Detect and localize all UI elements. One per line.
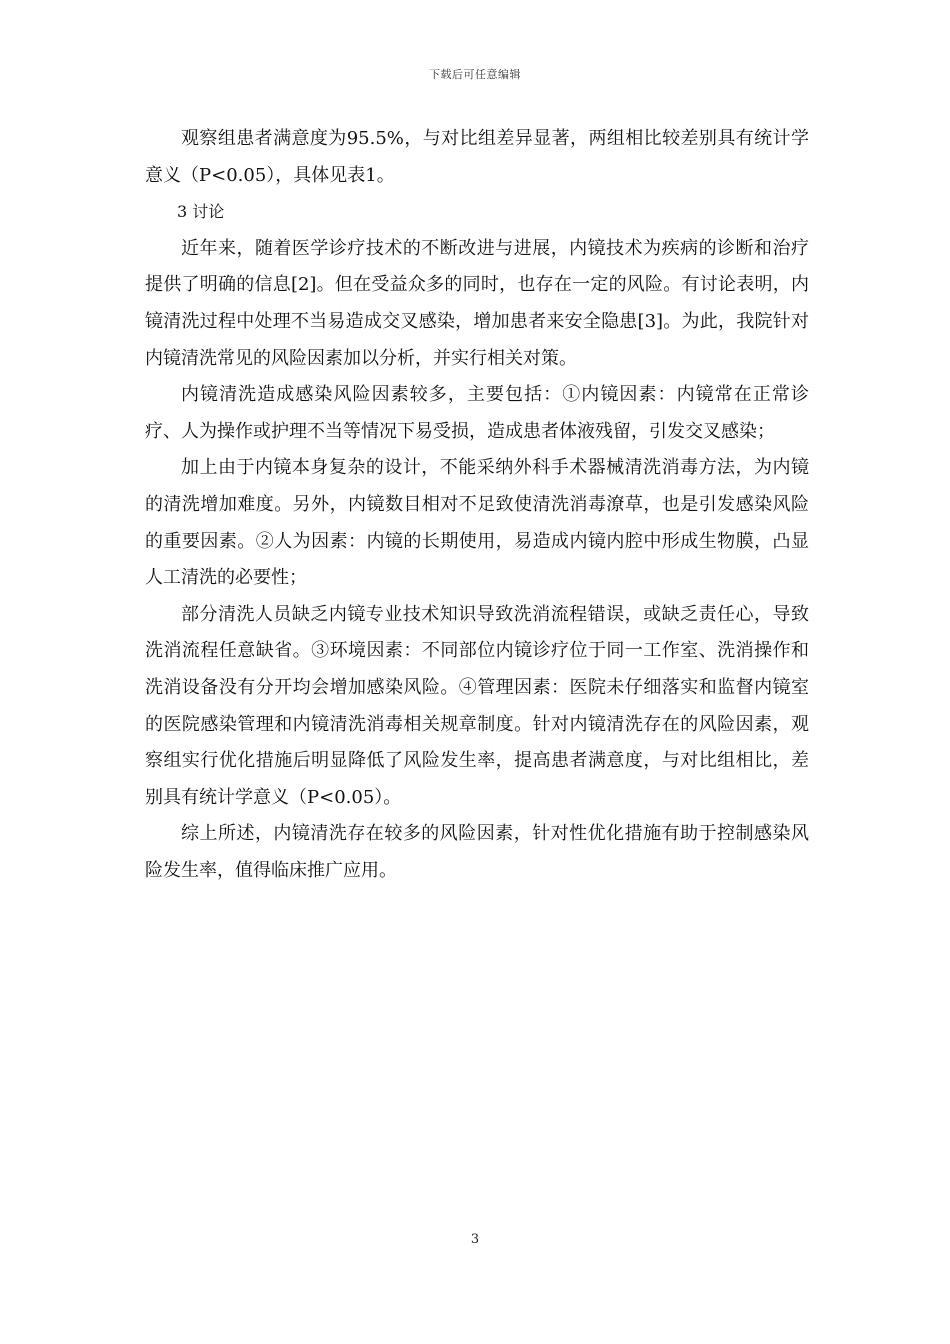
paragraph-conclusion: 综上所述，内镜清洗存在较多的风险因素，针对性优化措施有助于控制感染风险发生率，值得临床推广应用。 <box>145 823 809 881</box>
section-heading-discussion: 3 讨论 <box>177 202 225 222</box>
body-text <box>145 121 809 889</box>
page-number: 3 <box>470 1232 480 1247</box>
paragraph-risk-factors: 内镜清洗造成感染风险因素较多，主要包括：①内镜因素：内镜常在正常诊疗、人为操作或护理不当等情况下易受损，造成患者体液残留，引发交叉感染； <box>145 384 809 442</box>
paragraph-personnel-environment-management: 部分清洗人员缺乏内镜专业技术知识导致洗消流程错误，或缺乏责任心，导致洗消流程任意缺省。③环境因素：不同部位内镜诊疗位于同一工作室、洗消操作和洗消设备没有分开均会增加感染风险。④管理因素：医院未仔细落实和监督内镜室的医院感染管理和内镜清洗消毒相关规章制度。针对内镜清洗存在的风险因素，观察组实行优化措施后明显降低了风险发生率，提高患者满意度，与对比组相比，差别具有统计学意义（P<0.05）。 <box>145 603 809 808</box>
paragraph-satisfaction-result: 观察组患者满意度为95.5%，与对比组差异显著，两组相比较差别具有统计学意义（P<0.05），具体见表1。 <box>145 128 809 186</box>
paragraph-discussion-intro: 近年来，随着医学诊疗技术的不断改进与进展，内镜技术为疾病的诊断和治疗提供了明确的信息[2]。但在受益众多的同时，也存在一定的风险。有讨论表明，内镜清洗过程中处理不当易造成交叉感染，增加患者来安全隐患[3]。为此，我院针对内镜清洗常见的风险因素加以分析，并实行相关对策。 <box>145 237 809 369</box>
paragraph-design-factors: 加上由于内镜本身复杂的设计，不能采纳外科手术器械清洗消毒方法，为内镜的清洗增加难度。另外，内镜数目相对不足致使清洗消毒潦草，也是引发感染风险的重要因素。②人为因素：内镜的长期使用，易造成内镜内腔中形成生物膜，凸显人工清洗的必要性； <box>145 457 809 589</box>
page-header: 下载后可任意编辑 <box>429 68 521 81</box>
